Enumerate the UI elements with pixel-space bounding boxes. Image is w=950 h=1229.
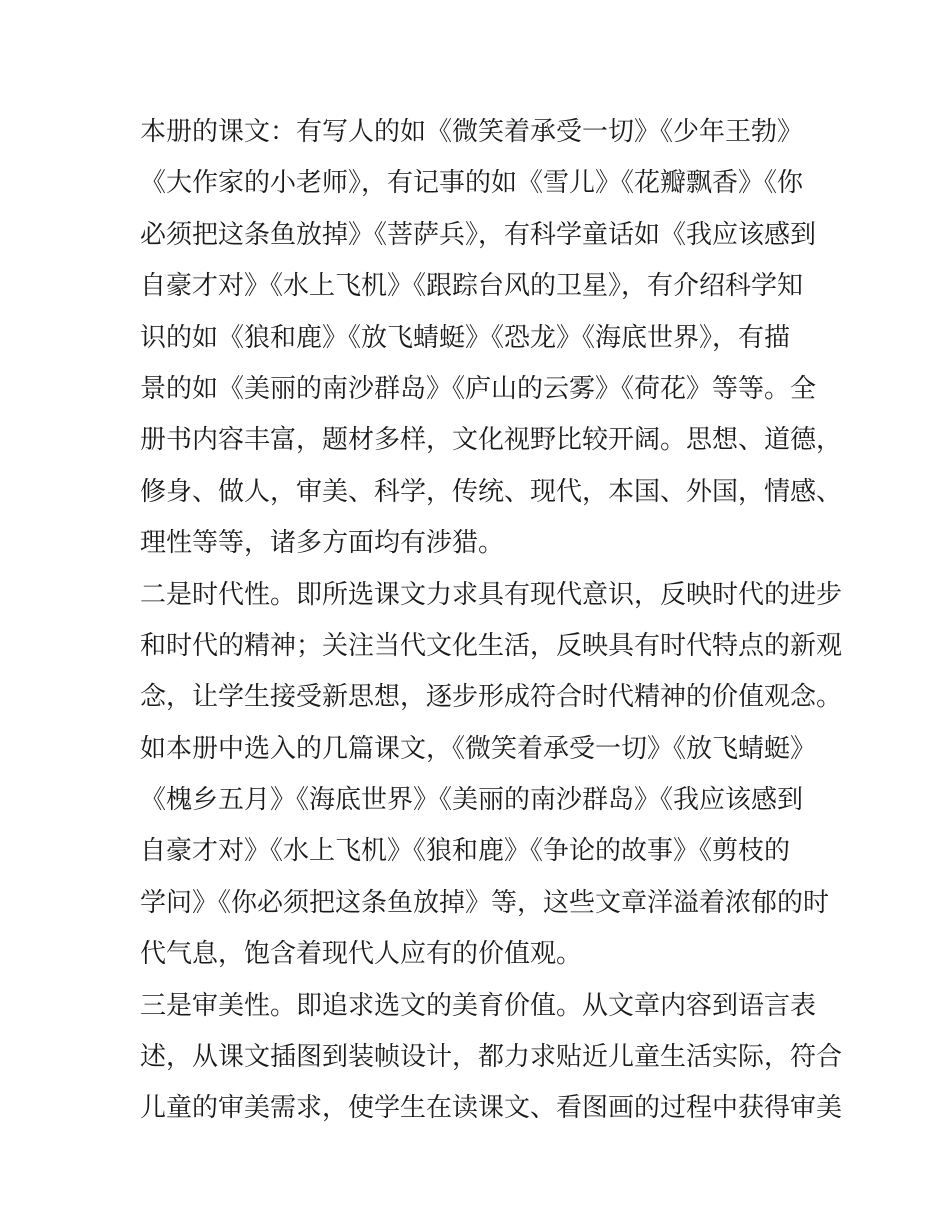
text-line-15: 自豪才对》《水上飞机》《狼和鹿》《争论的故事》《剪枝的 [140,836,791,867]
text-line-13: 如本册中选入的几篇课文，《微笑着承受一切》《放飞蜻蜓》 [140,733,817,764]
text-line-12: 念，让学生接受新思想，逐步形成符合时代精神的价值观念。 [140,682,843,713]
text-line-7: 册书内容丰富，题材多样，文化视野比较开阔。思想、道德， [140,425,843,456]
text-line-9: 理性等等，诸多方面均有涉猎。 [140,528,505,559]
text-line-17: 代气息，饱含着现代人应有的价值观。 [140,939,583,970]
text-line-1: 本册的课文：有写人的如《微笑着承受一切》《少年王勃》 [140,117,804,147]
text-line-20: 儿童的审美需求，使学生在读课文、看图画的过程中获得审美 [140,1093,843,1124]
text-line-6: 景的如《美丽的南沙群岛》《庐山的云雾》《荷花》等等。全 [140,373,817,404]
text-line-5: 识的如《狼和鹿》《放飞蜻蜓》《恐龙》《海底世界》，有描 [140,322,791,353]
body-text [140,107,843,1135]
text-line-16: 学问》《你必须把这条鱼放掉》等，这些文章洋溢着浓郁的时 [140,887,830,918]
text-line-18: 三是审美性。即追求选文的美育价值。从文章内容到语言表 [140,990,817,1021]
text-line-2: 《大作家的小老师》，有记事的如《雪儿》《花瓣飘香》《你 [140,168,804,199]
text-line-19: 述，从课文插图到装帧设计，都力求贴近儿童生活实际，符合 [140,1042,843,1073]
text-line-14: 《槐乡五月》《海底世界》《美丽的南沙群岛》《我应该感到 [140,785,804,816]
text-line-3: 必须把这条鱼放掉》《菩萨兵》，有科学童话如《我应该感到 [140,219,817,250]
text-line-11: 和时代的精神；关注当代文化生活，反映具有时代特点的新观 [140,630,843,661]
text-line-10: 二是时代性。即所选课文力求具有现代意识，反映时代的进步 [140,579,843,610]
text-line-8: 修身、做人，审美、科学，传统、现代，本国、外国，情感、 [140,476,843,507]
text-line-4: 自豪才对》《水上飞机》《跟踪台风的卫星》，有介绍科学知 [140,271,804,302]
